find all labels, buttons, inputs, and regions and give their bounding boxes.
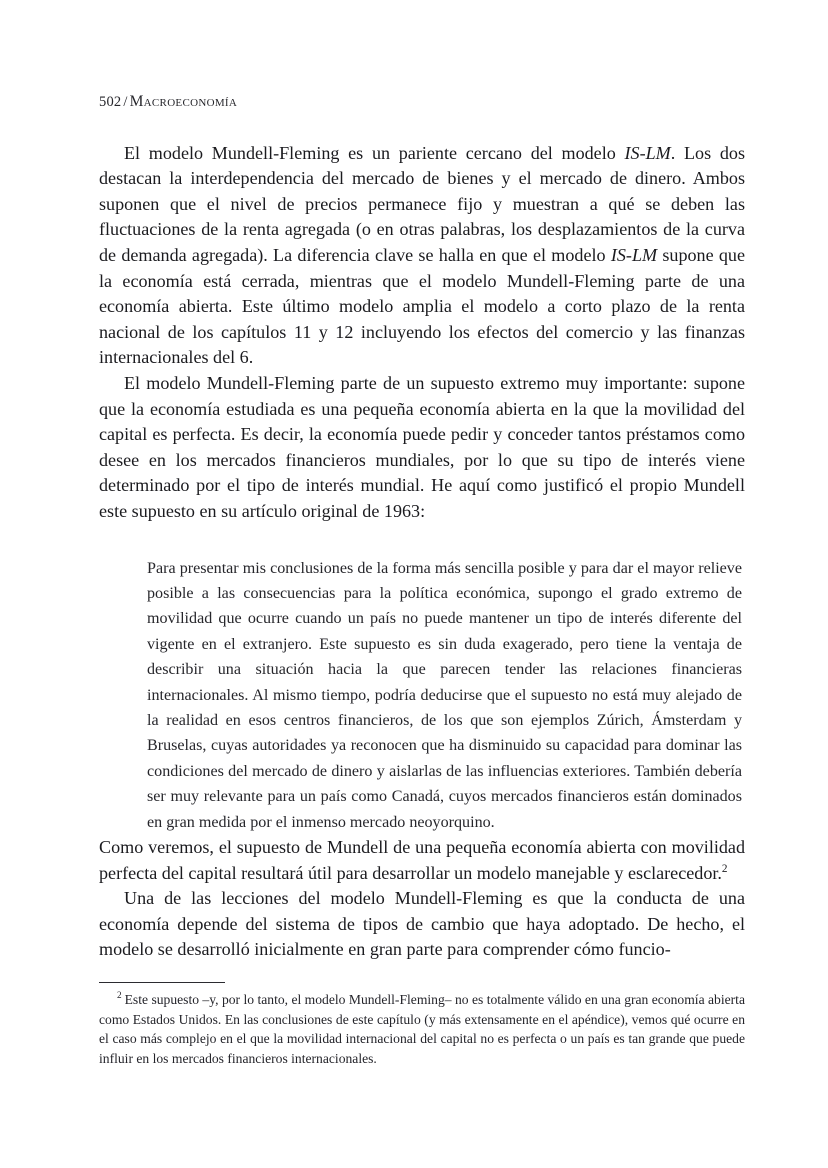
paragraph-1-part-1: El modelo Mundell-Fleming es un pariente cercano del modelo	[124, 142, 625, 163]
footnote-1	[99, 990, 745, 1068]
paragraph-3	[99, 835, 745, 886]
footnote-1-marker: 2	[117, 990, 122, 1001]
block-quotation-text: Para presentar mis conclusiones de la forma más sencilla posible y para dar el mayor relieve posible a las consecuencias para la política económica, supongo el grado extremo de movilidad que ocurre cuando un país no puede mantener un tipo de interés diferente del vigente en el extranjero. Este supuesto es sin duda exagerado, pero tiene la ventaja de describir una situación hacia la que parecen tender las relaciones financieras internacionales. Al mismo tiempo, podría deducirse que el supuesto no está muy alejado de la realidad en esos centros financieros, de los que son ejemplos Zúrich, Ámsterdam y Bruselas, cuyas autoridades ya reconocen que ha disminuido su capacidad para dominar las condiciones del mercado de dinero y aislarlas de las influencias exteriores. También debería ser muy relevante para un país como Canadá, cuyos mercados financieros están dominados en gran medida por el inmenso mercado neoyorquino.	[147, 559, 742, 831]
paragraph-1	[99, 141, 745, 371]
footnote-separator-rule	[99, 982, 225, 983]
footnote-1-text: Este supuesto –y, por lo tanto, el modelo Mundell-Fleming– no es totalmente válido en una gran economía abierta como Estados Unidos. En las conclusiones de este capítulo (y más extensamente en el apéndice), vemos qué ocurre en el caso más complejo en el que la movilidad internacional del capital no es perfecta o un país es tan grande que puede influir en los mercados financieros internacionales.	[99, 992, 745, 1066]
paragraph-3-text: Como veremos, el supuesto de Mundell de una pequeña economía abierta con movilidad perfecta del capital resultará útil para desarrollar un modelo manejable y esclarecedor.	[99, 836, 745, 883]
paragraph-1-part-3: supone que la economía está cerrada, mientras que el modelo Mundell-Fleming parte de una economía abierta. Este último modelo amplia el modelo a corto plazo de la renta nacional de los capítulos 11 y 12 incluyendo los efectos del comercio y las finanzas internacionales del 6.	[99, 244, 746, 368]
footnote-reference-marker[interactable]: 2	[721, 862, 728, 875]
paragraph-1-part-2: . Los dos destacan la interdependencia del mercado de bienes y el mercado de dinero. Ambos suponen que el nivel de precios permanece fijo y muestran a qué se deben las fluctuaciones de la renta agregada (o en otras palabras, los desplazamientos de la curva de demanda agregada). La diferencia clave se halla en que el modelo	[99, 142, 745, 265]
paragraph-2: El modelo Mundell-Fleming parte de un supuesto extremo muy importante: supone que la economía estudiada es una pequeña economía abierta en la que la movilidad del capital es perfecta. Es decir, la economía puede pedir y conceder tantos préstamos como desee en los mercados financieros mundiales, por lo que su tipo de interés viene determinado por el tipo de interés mundial. He aquí como justificó el propio Mundell este supuesto en su artículo original de 1963:	[99, 372, 745, 521]
running-head	[99, 93, 745, 112]
block-quotation	[147, 556, 742, 835]
body-text	[99, 141, 745, 963]
page-number: 502	[99, 94, 122, 110]
book-title: Macroeconomía	[129, 93, 238, 110]
running-head-separator: /	[123, 94, 128, 110]
page-content-column	[99, 0, 745, 963]
paragraph-1-italic-is-lm-first: IS-LM	[624, 142, 671, 163]
paragraph-4: Una de las lecciones del modelo Mundell-Fleming es que la conducta de una economía depende del sistema de tipos de cambio que haya adoptado. De hecho, el modelo se desarrolló inicialmente en gran parte para comprender cómo funcio-	[99, 888, 745, 960]
footnote-area	[99, 982, 745, 1068]
paragraph-1-italic-is-lm-second: IS-LM	[610, 244, 658, 265]
